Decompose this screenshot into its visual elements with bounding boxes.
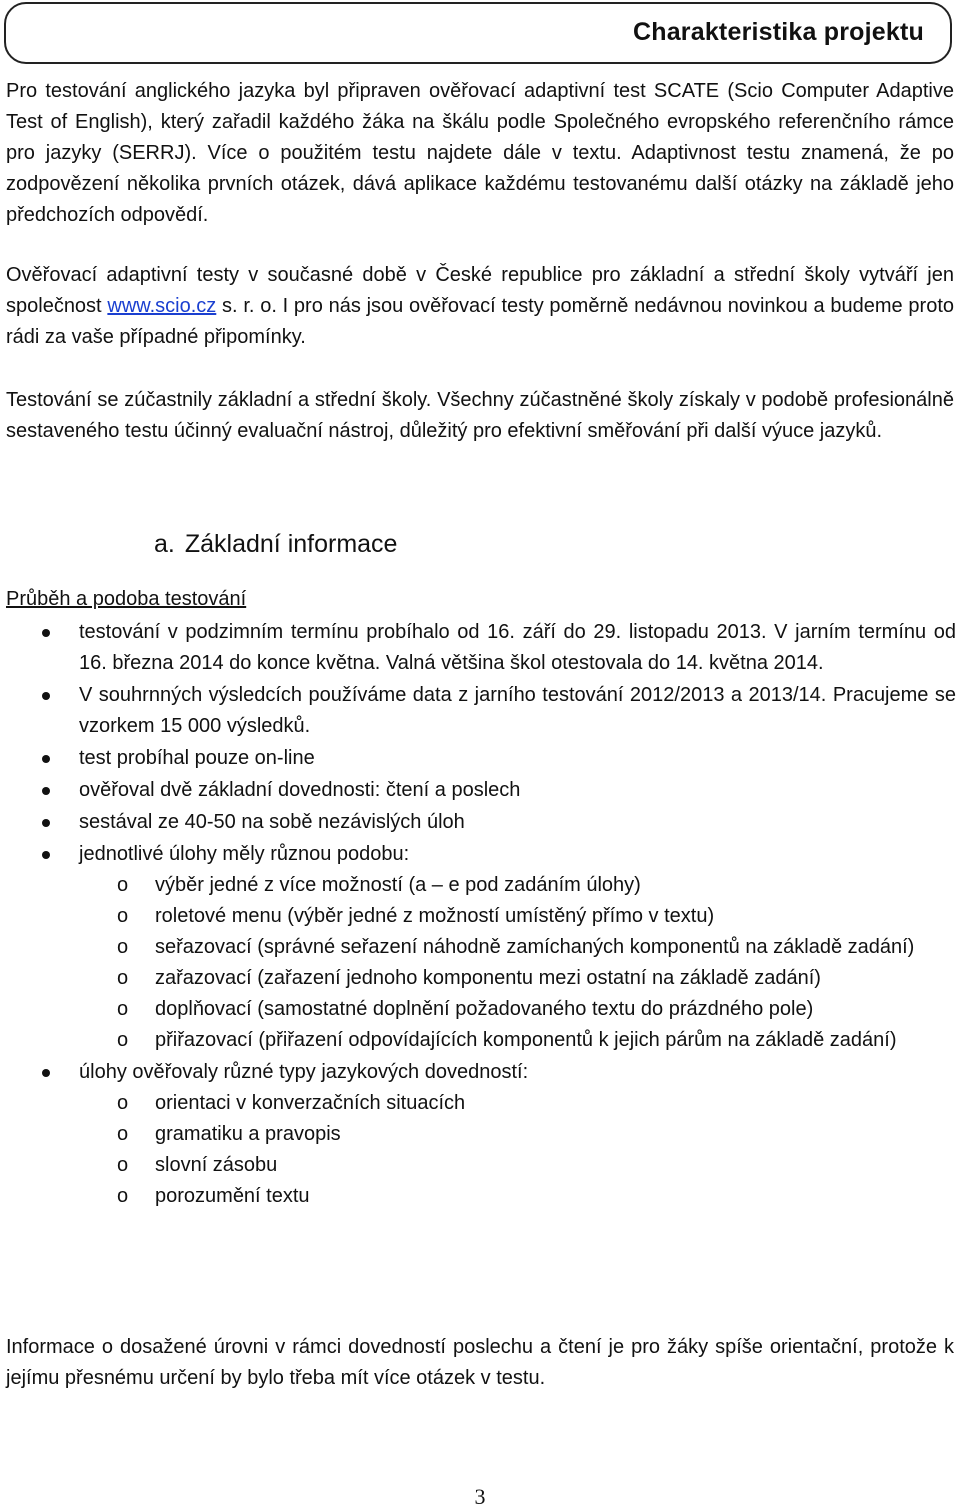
list-item-text: jednotlivé úlohy měly různou podobu: <box>79 843 410 865</box>
list-item-text: V souhrnných výsledcích používáme data z jarního testování 2012/2013 a 2013/14. Pracujeme se vzorkem 15 000 výsledků. <box>79 684 956 737</box>
bullet-icon <box>42 787 50 795</box>
subheading: Průběh a podoba testování <box>6 588 247 610</box>
sub-bullet-marker: o <box>117 936 129 958</box>
closing-paragraph: Informace o dosažené úrovni v rámci dovedností poslechu a čtení je pro žáky spíše orientační, protože k jejímu přesnému určení by bylo třeba mít více otázek v testu. <box>6 1336 954 1389</box>
list-item-text: ověřoval dvě základní dovednosti: čtení a poslech <box>79 779 521 801</box>
section-title: Základní informace <box>184 530 398 558</box>
sub-list-item-text: seřazovací (správné seřazení náhodně zamíchaných komponentů na základě zadání) <box>155 936 915 958</box>
task-forms-list <box>79 870 956 1056</box>
sub-list-item <box>79 1088 956 1119</box>
sub-list-item-text: gramatiku a pravopis <box>155 1123 341 1145</box>
sub-list-item-text: výběr jedné z více možností (a – e pod zadáním úlohy) <box>155 874 641 896</box>
title-banner <box>4 2 952 64</box>
sub-bullet-marker: o <box>117 1154 129 1176</box>
list-item-text: test probíhal pouze on-line <box>79 747 315 769</box>
bullet-icon <box>42 1069 50 1077</box>
sub-list-item-text: doplňovací (samostatné doplnění požadovaného textu do prázdného pole) <box>155 998 814 1020</box>
sub-list-item <box>79 1181 956 1212</box>
intro-paragraph-2 <box>6 260 954 353</box>
skill-types-list <box>79 1088 956 1212</box>
sub-list-item-text: orientaci v konverzačních situacích <box>155 1092 466 1114</box>
list-item <box>0 743 956 774</box>
sub-list-item <box>79 963 956 994</box>
bullet-icon <box>42 629 50 637</box>
list-item <box>0 807 956 838</box>
list-item <box>0 1057 956 1212</box>
list-item <box>0 617 956 679</box>
sub-list-item-text: slovní zásobu <box>155 1154 278 1176</box>
list-item <box>0 680 956 742</box>
sub-list-item-text: porozumění textu <box>155 1185 310 1207</box>
section-number: a. <box>154 530 175 558</box>
sub-bullet-marker: o <box>117 1029 129 1051</box>
sub-bullet-marker: o <box>117 874 129 896</box>
bullet-icon <box>42 755 50 763</box>
sub-list-item-text: roletové menu (výběr jedné z možností umístěný přímo v textu) <box>155 905 715 927</box>
sub-bullet-marker: o <box>117 1185 129 1207</box>
intro-paragraph-1: Pro testování anglického jazyka byl připraven ověřovací adaptivní test SCATE (Scio Computer Adaptive Test of English), který zařadil každého žáka na škálu podle Společného evropského referenčního rámce pro jazyky (SERRJ). Více o použitém testu najdete dále v textu. Adaptivnost testu znamená, že po zodpovězení několika prvních otázek, dává aplikace každému testovanému další otázky na základě jeho předchozích odpovědí. <box>6 80 954 226</box>
sub-list-item <box>79 994 956 1025</box>
sub-bullet-marker: o <box>117 967 129 989</box>
sub-list-item <box>79 932 956 963</box>
sub-bullet-marker: o <box>117 998 129 1020</box>
sub-bullet-marker: o <box>117 1123 129 1145</box>
bullet-icon <box>42 851 50 859</box>
sub-bullet-marker: o <box>117 905 129 927</box>
sub-list-item <box>79 901 956 932</box>
intro-paragraph-2-text-a: Ověřovací adaptivní testy v současné době v České republice pro základní a střední školy vytváří jen společnost <box>6 264 954 317</box>
list-item-text: testování v podzimním termínu probíhalo od 16. září do 29. listopadu 2013. V jarním termínu od 16. března 2014 do konce května. Valná většina škol otestovala do 14. května 2014. <box>79 621 956 674</box>
list-item-text: úlohy ověřovaly různé typy jazykových dovedností: <box>79 1061 529 1083</box>
sub-bullet-marker: o <box>117 1092 129 1114</box>
bullet-icon <box>42 819 50 827</box>
sub-list-item <box>79 1025 956 1056</box>
list-item <box>0 839 956 1056</box>
section-heading <box>154 530 397 559</box>
sub-list-item <box>79 1119 956 1150</box>
sub-list-item-text: zařazovací (zařazení jednoho komponentu mezi ostatní na základě zadání) <box>155 967 821 989</box>
sub-list-item-text: přiřazovací (přiřazení odpovídajících komponentů k jejich párům na základě zadání) <box>155 1029 897 1051</box>
intro-paragraph-2-text-b: s. r. o. I pro nás jsou ověřovací testy poměrně nedávnou novinkou a budeme proto rádi za vaše případné připomínky. <box>6 295 955 348</box>
page-number: 3 <box>474 1484 486 1509</box>
sub-list-item <box>79 870 956 901</box>
scio-link[interactable]: www.scio.cz <box>107 295 217 317</box>
bullet-list <box>0 617 956 1213</box>
page-title: Charakteristika projektu <box>632 18 924 46</box>
bullet-icon <box>42 692 50 700</box>
list-item <box>0 775 956 806</box>
list-item-text: sestával ze 40-50 na sobě nezávislých úloh <box>79 811 465 833</box>
sub-list-item <box>79 1150 956 1181</box>
intro-paragraph-3: Testování se zúčastnily základní a střední školy. Všechny zúčastněné školy získaly v podobě profesionálně sestaveného testu účinný evaluační nástroj, důležitý pro efektivní směřování při další výuce jazyků. <box>6 389 954 442</box>
